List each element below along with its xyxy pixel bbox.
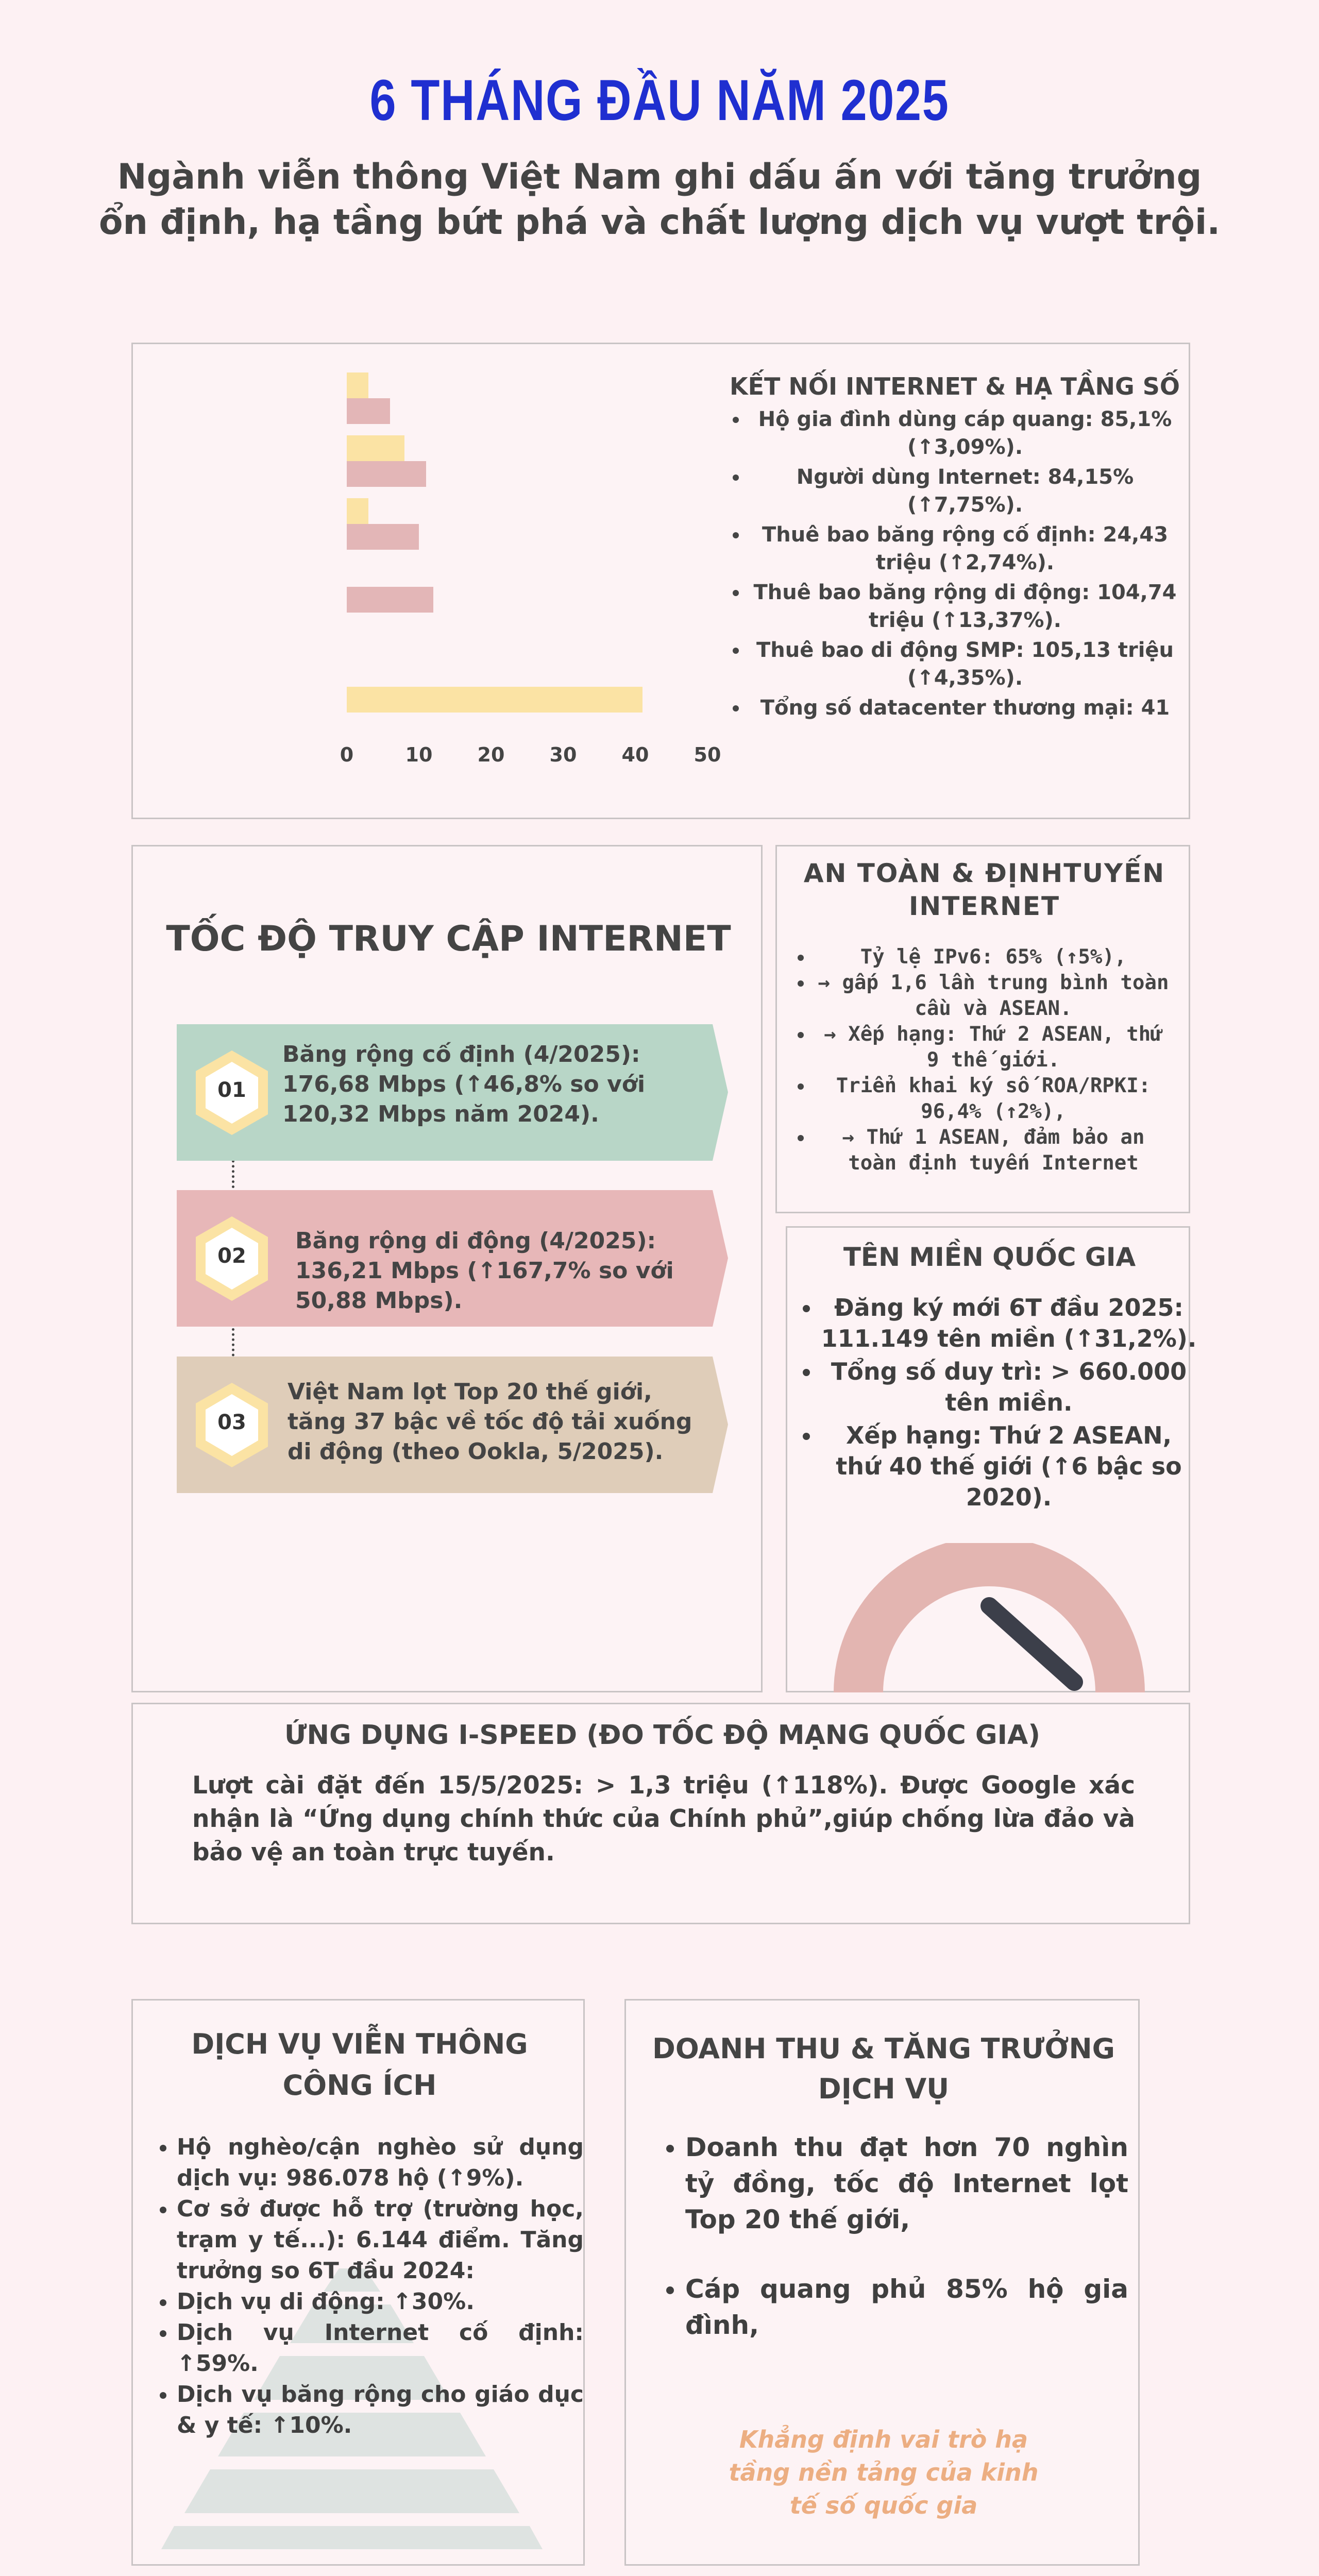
speed-item-2-number: 02 (217, 1244, 246, 1268)
speed-heading: TỐC ĐỘ TRUY CẬP INTERNET (166, 919, 731, 959)
chart-x-tick-label: 20 (477, 743, 505, 766)
internet-infrastructure-card (131, 343, 1190, 819)
chart-x-tick-label: 50 (694, 743, 721, 766)
internet-speed-card (131, 845, 763, 1692)
revenue-heading-line-1: DOANH THU & TĂNG TRƯỞNG (652, 2032, 1115, 2065)
safety-heading-line-1: AN TOÀN & ĐỊNHTUYẾN (803, 858, 1165, 888)
list-item: • Tỷ lệ IPv6: 65% (↑5%), (813, 944, 1174, 970)
safety-heading (777, 857, 1192, 923)
list-item: • Cáp quang phủ 85% hộ gia đình, (685, 2271, 1128, 2343)
revenue-heading-line-2: DỊCH VỤ (818, 2073, 950, 2105)
public-telecom-card (131, 1999, 585, 2566)
speed-item-2 (177, 1190, 728, 1327)
speed-item-2-text: Băng rộng di động (4/2025): 136,21 Mbps (↑167,7% so với 50,88 Mbps). (295, 1228, 674, 1314)
subtitle-line-2: ổn định, hạ tầng bứt phá và chất lượng dịch vụ vượt trội. (98, 202, 1221, 243)
list-item: • Tổng số duy trì: > 660.000 tên miền. (821, 1356, 1197, 1418)
list-item: • Đăng ký mới 6T đầu 2025: 111.149 tên miền (↑31,2%). (821, 1292, 1197, 1354)
list-item: • Người dùng Internet: 84,15% (↑7,75%). (749, 463, 1181, 519)
list-item: • Thuê bao băng rộng di động: 104,74 triệu (↑13,37%). (749, 579, 1181, 634)
national-domain-card (786, 1226, 1197, 1692)
list-item: • Thuê bao băng rộng cố định: 24,43 triệu (↑2,74%). (749, 521, 1181, 577)
chart-x-tick-label: 10 (405, 743, 433, 766)
public-service-heading-line-2: CÔNG ÍCH (282, 2069, 437, 2102)
list-item: • Tổng số datacenter thương mại: 41 (749, 694, 1181, 722)
list-item: • Dịch vụ băng rộng cho giáo dục & y tế: ↑10%. (177, 2379, 584, 2441)
revenue-list (657, 2129, 1128, 2343)
bar-chart (133, 344, 741, 821)
revenue-heading (626, 2029, 1141, 2109)
internet-safety-card (775, 845, 1190, 1213)
ispeed-body: Lượt cài đặt đến 15/5/2025: > 1,3 triệu (↑118%). Được Google xác nhận là “Ứng dụng chính thức của Chính phủ”,giúp chống lừa đảo và bảo vệ an toàn trực tuyến. (192, 1771, 1135, 1867)
safety-list (798, 944, 1174, 1176)
speed-item-1-number: 01 (217, 1078, 246, 1102)
public-service-list (151, 2132, 584, 2441)
speed-item-3 (177, 1357, 728, 1493)
list-item: • Thuê bao di động SMP: 105,13 triệu (↑4,35%). (749, 636, 1181, 692)
speed-item-3-number: 03 (217, 1411, 246, 1434)
chart-x-tick-label: 0 (340, 743, 354, 766)
domain-list (800, 1292, 1197, 1513)
subtitle-line-1: Ngành viễn thông Việt Nam ghi dấu ấn với tăng trưởng (117, 157, 1202, 197)
list-item: • Cơ sở được hỗ trợ (trường học, trạm y tế...): 6.144 điểm. Tăng trưởng so 6T đầu 2024: (177, 2194, 584, 2286)
speed-item-1 (177, 1024, 728, 1161)
list-item: • Hộ nghèo/cận nghèo sử dụng dịch vụ: 986.078 hộ (↑9%). (177, 2132, 584, 2194)
list-item: • Dịch vụ Internet cố định: ↑59%. (177, 2317, 584, 2379)
ispeed-heading: ỨNG DỤNG I-SPEED (ĐO TỐC ĐỘ MẠNG QUỐC GIA) (284, 1720, 1040, 1751)
list-item: • → gấp 1,6 lần trung bình toàn cầu và ASEAN. (813, 970, 1174, 1022)
internet-list (728, 405, 1181, 722)
internet-heading: KẾT NỐI INTERNET & HẠ TẦNG SỐ (729, 372, 1180, 400)
public-service-heading (133, 2024, 586, 2106)
ispeed-app-card (131, 1703, 1190, 1924)
speedometer-gauge-icon (787, 1543, 1192, 1692)
list-item: • Dịch vụ di động: ↑30%. (177, 2286, 584, 2317)
public-service-heading-line-1: DỊCH VỤ VIỄN THÔNG (191, 2028, 528, 2060)
speed-item-3-text: Việt Nam lọt Top 20 thế giới, tăng 37 bậc về tốc độ tải xuống di động (theo Ookla, 5/2025). (288, 1379, 692, 1465)
chart-x-ticks (133, 344, 741, 821)
list-item: • Doanh thu đạt hơn 70 nghìn tỷ đồng, tốc độ Internet lọt Top 20 thế giới, (685, 2129, 1128, 2238)
list-item: • Triển khai ký số ROA/RPKI: 96,4% (↑2%), (813, 1073, 1174, 1125)
list-item: • → Xếp hạng: Thứ 2 ASEAN, thứ 9 thế giới. (813, 1022, 1174, 1073)
internet-stats (728, 372, 1181, 722)
revenue-growth-card (624, 1999, 1140, 2566)
list-item: • Hộ gia đình dùng cáp quang: 85,1% (↑3,09%). (749, 405, 1181, 461)
page-subtitle (77, 155, 1242, 245)
revenue-tagline: Khẳng định vai trò hạ tầng nền tảng của kinh tế số quốc gia (729, 2426, 1039, 2519)
speed-item-1-text: Băng rộng cố định (4/2025): 176,68 Mbps (↑46,8% so với 120,32 Mbps năm 2024). (282, 1041, 646, 1127)
safety-heading-line-2: INTERNET (908, 891, 1060, 921)
list-item: • → Thứ 1 ASEAN, đảm bảo an toàn định tuyến Internet (813, 1125, 1174, 1176)
domain-heading: TÊN MIỀN QUỐC GIA (843, 1242, 1136, 1272)
list-item: • Xếp hạng: Thứ 2 ASEAN, thứ 40 thế giới (↑6 bậc so 2020). (821, 1420, 1197, 1513)
chart-x-tick-label: 30 (549, 743, 577, 766)
page-title: 6 THÁNG ĐẦU NĂM 2025 (369, 68, 950, 132)
chart-x-tick-label: 40 (621, 743, 649, 766)
